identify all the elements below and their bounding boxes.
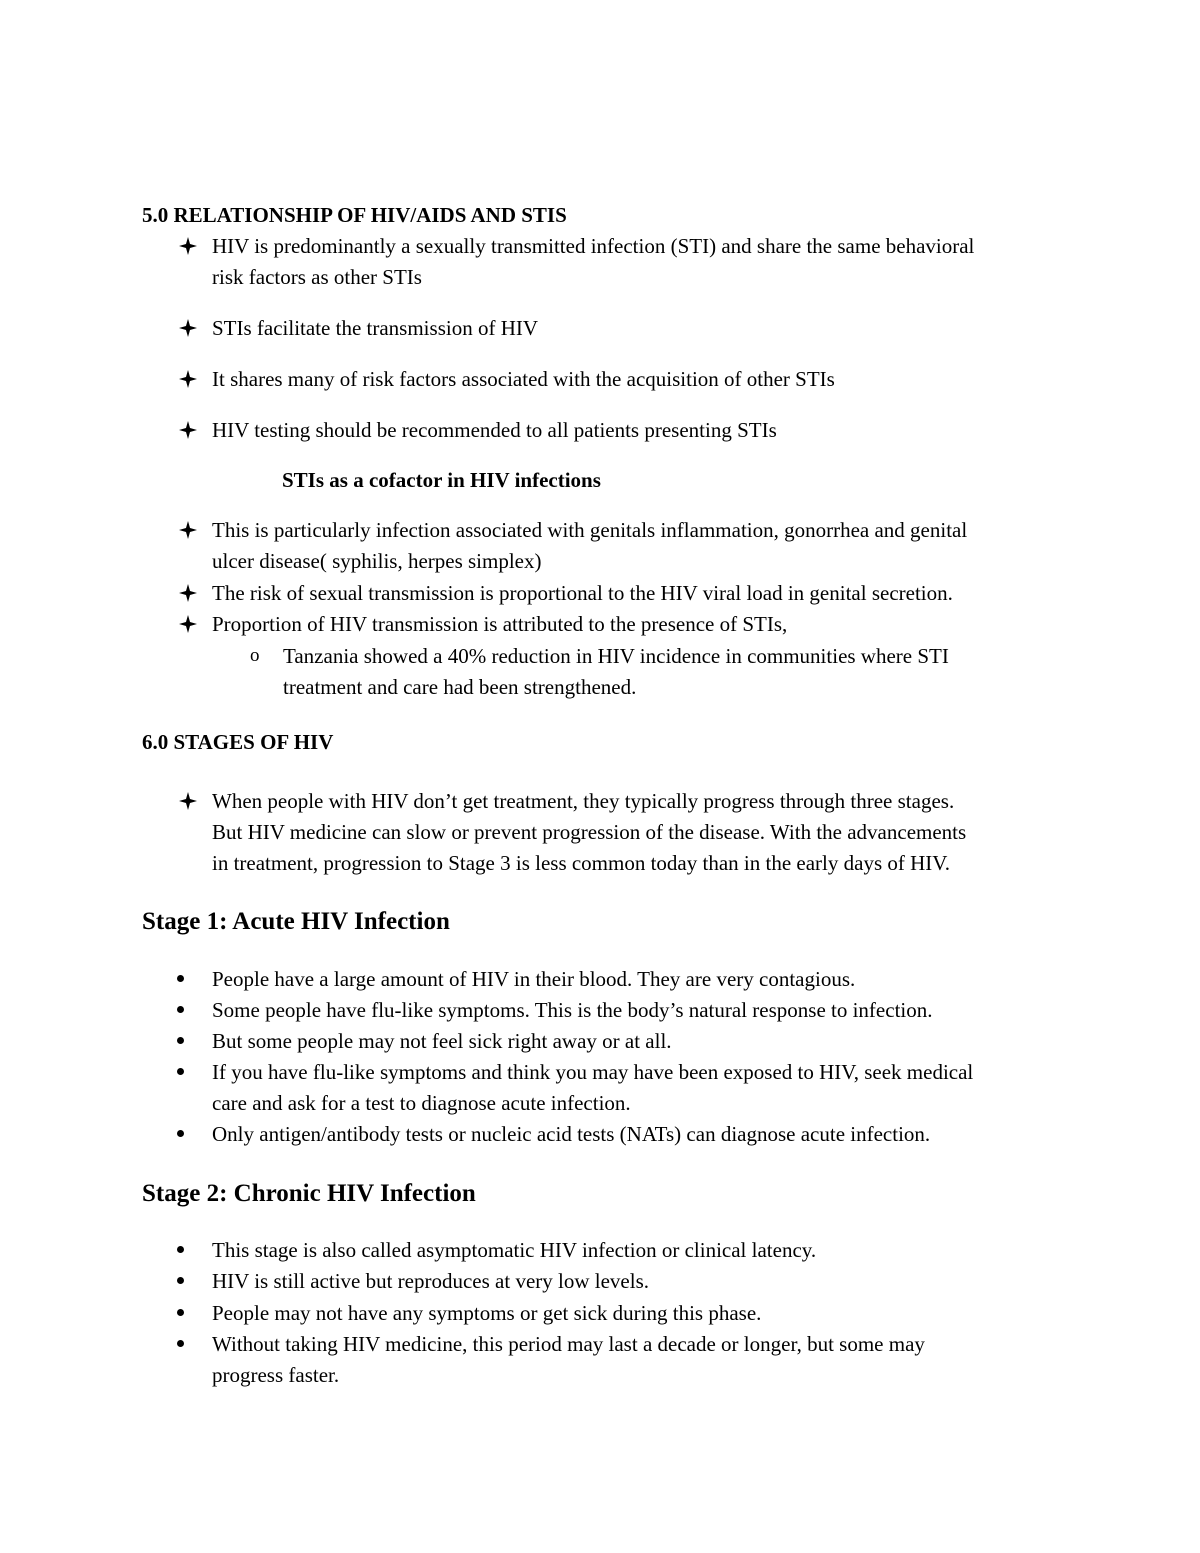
stage-2-bullet-3: People may not have any symptoms or get sick during this phase. bbox=[212, 1301, 762, 1325]
bullet-dot-icon bbox=[177, 1068, 184, 1075]
stage-1-bullet-1: People have a large amount of HIV in their blood. They are very contagious. bbox=[212, 967, 856, 991]
stage-1-bullet-4-line-1: If you have flu-like symptoms and think you may have been exposed to HIV, seek medical bbox=[212, 1060, 974, 1084]
diamond-bullet-icon bbox=[178, 583, 198, 603]
stage-1-bullet-2: Some people have flu-like symptoms. This is the body’s natural response to infection. bbox=[212, 998, 933, 1022]
stage-1-bullet-3: But some people may not feel sick right away or at all. bbox=[212, 1029, 672, 1053]
section-6-bullet-line-2: But HIV medicine can slow or prevent progression of the disease. With the advancements bbox=[212, 820, 967, 844]
stage-1-bullet-4-line-2: care and ask for a test to diagnose acute infection. bbox=[212, 1091, 631, 1115]
bullet-dot-icon bbox=[177, 1130, 184, 1137]
stage-2-bullet-2: HIV is still active but reproduces at very low levels. bbox=[212, 1269, 650, 1293]
diamond-bullet-icon bbox=[178, 614, 198, 634]
diamond-bullet-icon bbox=[178, 420, 198, 440]
bullet-dot-icon bbox=[177, 1309, 184, 1316]
section-6-bullet-line-1: When people with HIV don’t get treatment, they typically progress through three stages. bbox=[212, 789, 955, 813]
bullet-dot-icon bbox=[177, 1006, 184, 1013]
section-5-bullet-2: STIs facilitate the transmission of HIV bbox=[212, 316, 539, 340]
section-5-bullet-1-line-1: HIV is predominantly a sexually transmitted infection (STI) and share the same behavioral bbox=[212, 234, 975, 258]
cofactor-subheading: STIs as a cofactor in HIV infections bbox=[282, 468, 601, 492]
section-6-bullet-line-3: in treatment, progression to Stage 3 is less common today than in the early days of HIV. bbox=[212, 851, 950, 875]
section-6-heading: 6.0 STAGES OF HIV bbox=[142, 730, 334, 754]
sub-bullet-line-2: treatment and care had been strengthened. bbox=[283, 675, 637, 699]
diamond-bullet-icon bbox=[178, 791, 198, 811]
stage-2-bullet-1: This stage is also called asymptomatic HIV infection or clinical latency. bbox=[212, 1238, 817, 1262]
bullet-dot-icon bbox=[177, 1277, 184, 1284]
cofactor-bullet-3: Proportion of HIV transmission is attributed to the presence of STIs, bbox=[212, 612, 788, 636]
cofactor-bullet-1-line-2: ulcer disease( syphilis, herpes simplex) bbox=[212, 549, 542, 573]
section-5-heading: 5.0 RELATIONSHIP OF HIV/AIDS AND STIS bbox=[142, 203, 567, 227]
bullet-dot-icon bbox=[177, 1037, 184, 1044]
bullet-dot-icon bbox=[177, 1246, 184, 1253]
section-5-bullet-4: HIV testing should be recommended to all patients presenting STIs bbox=[212, 418, 777, 442]
diamond-bullet-icon bbox=[178, 369, 198, 389]
diamond-bullet-icon bbox=[178, 236, 198, 256]
circle-bullet-icon: o bbox=[250, 645, 260, 666]
stage-2-bullet-4-line-1: Without taking HIV medicine, this period may last a decade or longer, but some may bbox=[212, 1332, 925, 1356]
stage-1-heading: Stage 1: Acute HIV Infection bbox=[142, 908, 450, 935]
cofactor-bullet-1-line-1: This is particularly infection associated with genitals inflammation, gonorrhea and genital bbox=[212, 518, 968, 542]
sub-bullet-line-1: Tanzania showed a 40% reduction in HIV incidence in communities where STI bbox=[283, 644, 949, 668]
stage-2-bullet-4-line-2: progress faster. bbox=[212, 1363, 340, 1387]
bullet-dot-icon bbox=[177, 1340, 184, 1347]
diamond-bullet-icon bbox=[178, 520, 198, 540]
cofactor-bullet-2: The risk of sexual transmission is proportional to the HIV viral load in genital secretion. bbox=[212, 581, 953, 605]
bullet-dot-icon bbox=[177, 975, 184, 982]
diamond-bullet-icon bbox=[178, 318, 198, 338]
stage-1-bullet-5: Only antigen/antibody tests or nucleic acid tests (NATs) can diagnose acute infection. bbox=[212, 1122, 931, 1146]
section-5-bullet-1-line-2: risk factors as other STIs bbox=[212, 265, 422, 289]
stage-2-heading: Stage 2: Chronic HIV Infection bbox=[142, 1180, 476, 1207]
section-5-bullet-3: It shares many of risk factors associated with the acquisition of other STIs bbox=[212, 367, 835, 391]
